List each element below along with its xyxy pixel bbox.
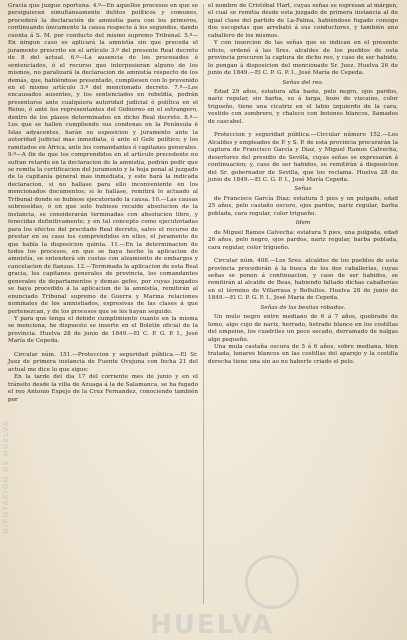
circular-151-quote: En la tarde del dia 17 del corriente mes de junio y en el tránsito desde la villa de Azuaga á la de Salamanca, se ha fugado el reo Antonio Espejo de la Cruz Fernandez, conociendo también por <box>8 374 198 403</box>
watermark-side-text: DIPUTACIÓN DE HUELVA <box>2 420 10 535</box>
right-column <box>208 3 398 366</box>
circular-152-paragraph: Proteccion y seguridad pública.—Circular número 152.—Los Alcaldes y empleados de P. y S. P. de esta provincia procurarán la captura de Francisco García y Diaz, y Miguel Ramos Calvecha, desertores del presidio de Sevilla, cuyas señas se expresarán á continuacion; y, caso de ser habidos, se remitirán á disposicion del Sr. gobernador de Sevilla, que los reclama. Huelva 28 de junio de 1849.—El C. G. P. I., José María Cepeda. <box>208 132 398 183</box>
fugitive-order: Y con insercion de las señas que se indican en el presente oficio, ordenó á las Sres. alcaldes de los pueblos de esta provincia procuren la captura de dicho reo, y caso de ser habido, lo pongan á disposicion del mencionado Sr. Juez. Huelva 26 de junio de 1849.—El C. P. G. P. I., José María de Cepeda. <box>208 40 398 77</box>
senas-francisco-text: de Francisco García Diaz: estatura 5 pies y un pulgado, edad 25 años, pelo castaño oscuro, ojos pardos, nariz regular, barba poblada, cara regular, color trigueño. <box>208 195 398 217</box>
fugitive-intro: el nombre de Cristóbal Hart, cuyas señas se espresan al márgen, el cual se remitia desde esta juzgado de primera instancia al de igual clase del partido de La-Palma, habiéndose fugado consigo dos escopetas que arrebató á sus conductores, y también uno caballero de los mismos. <box>208 3 398 39</box>
decree-paragraph-1: Gracia que juzgue oportuna. 4.º—En aquellos procesos en que se persiguieran simultáneamente delitos políticos y comunes, procederá la declaración de amnistía para con los primeros, continuando únicamente la causa respecto á los segundos, dando cuenta á S. M. por conducto del mismo supremo Tribunal. 5.º—En ningun caso se aplicará la amnistía sin que preceda el juramento prescrito en el artículo 3.º del presente Real decreto de 8 del actual. 6.º—La ausencia de los procesados ó sentenciados, ó el recurso que interpusieran alguno de los mismos, no paralizará la declaracion de amnistía respecto de los demás, que, habiéndose presentado, cumpliesen con lo prevenido en el mismo artículo 3.º del mencionado decreto. 7.º—Los encausados ausentes, y los sentenciados en rebeldía, podrán presentarse ante cualquiera autoridad judicial ó política en el Reino, ó ante los representantes del Gobierno en el estrangero, dentro de los plazos determinados en dicho Real decreto. 8.º—Los que se hallen cumpliendo sus condenas en la Península é Islas adyacentes, harán su esposicion y juramento ante la autoridad judicial mas inmediata, ó ante el Gefe político; y los ramitados en África, ante los comandantes ó capitanes generales. 9.º—A fin de que los comprendidos en el artículo precedente no sufran retardo en la declaracion de la amnistía, podrán pedir que se remita la certificacion del juramento y la hoja penal al juzgado de la capitanía general mas inmediata, y este hará la indicada declaracion, si no hallase para ello inconveniente en los mencionados documentos; si lo hallase, remitirá lo actuado al Tribunal donde se hubiese ejecutoriado la causa. 10.—Las causas sobreseídas, ó en que solo hubiese recaido absolucion de la instancia, se considerarán terminadas con absolucion libre, y fenecidas definitivamente; y en tal concepto como ejecutoriadas para los efectos del precitado Real decreto, salvo el recurso de prestar en su caso los comprendidos en ellos, el juramento de que habla la disposicion quinta. 11.—En la determinacion de todos los procesos, en que se haya hecho la aplicacion de amnistía, se entenderá sin costas con alzamiento de embargos y cancelacion de fianzas. 12.—Terminada la aplicacion de esta Real gracia, los capitanes generales de provincia, los comandantes generales de departamentos y demas gefes, por cuyas juzgados se haya procedido á la aplicacion de la amnistía, remitirán al enunciado Tribunal supremo de Guerra y Marina relaciones nominales de los amnistiados, espresivas de las clases á que pertenezcan, y de los procesos que se les hayan seguido. <box>8 3 198 315</box>
circular-151-paragraph: Circular núm. 151.—Proteccion y seguridad pública.—El Sr. Juez de primera instancia de Fuente Ovejuna con fecha 21 del actual me dice lo que sigue: <box>8 351 198 373</box>
heading-senas-bestias: Señas de las bestias robadas. <box>260 304 346 311</box>
bestia-mulo-text: Un mulo negro entre mediano de 6 á 7 años, quebrado de lomo, algo cojo de nariz, herrado, hetrado blanco en los costillas del empeine, los cuadriles un poco secado, derramado de nalgas algo pequeño. <box>208 314 398 343</box>
left-column <box>8 3 198 404</box>
decree-paragraph-2: Y para que tenga el debido cumplimiento cuanto en la misma se menciona, he dispuesto se inserte en el Boletín oficial de la provincia. Huelva 28 de junio de 1849.—El C. P. G. P. I., José María de Cepeda. <box>8 316 198 345</box>
heading-senas: Señas <box>294 186 312 193</box>
senas-miguel-text: de Miguel Ramos Calvecha: estatura 5 pies, una pulgada, edad 26 años, pelo negro, ojos pardos, nariz regular, barba poblada, cara regular, color trigueño. <box>208 229 398 251</box>
heading-senas-del-reo: Señas del reo. <box>282 79 324 86</box>
bestia-mula-text: Una mula castaña oscura de 5 á 6 años, sobre mediana, bien tratada, lunares blancos en las costillas del aparejo y la costilla derecha tiene una sin ao no haberle criado el pelo. <box>208 344 398 365</box>
column-divider <box>203 4 204 604</box>
senas-del-reo-text: Edad 29 años, estatura alta baste, pelo negro, ojos pardos, nariz regular, sin barba, su á larga, bozo de vizcaíno, color trigueño, tiene una cicatriz en el labio izquierdo de la cara, vestido con sombrero, y chaleco con botones blancos, llamados de cascabel. <box>208 88 398 125</box>
circular-408-paragraph: Circular núm. 408.—Los Sres. alcaldes de los pueblos de esta provincia procederán á la busca de los dos caballerías, cuyas señas se ponen á continuacion, y caso de ser habidos, se remitirán al alcalde de Beas, habiendo faltado dichas caballerías en el término de Villarrasa y Bollullos. Huelva 28 de junio de 1849.—El C. P. G. P. I., José María de Cepeda. <box>208 258 398 302</box>
watermark-text: HUELVA <box>150 610 275 640</box>
watermark-seal-icon <box>245 555 299 609</box>
heading-idem: Idem <box>295 220 311 227</box>
